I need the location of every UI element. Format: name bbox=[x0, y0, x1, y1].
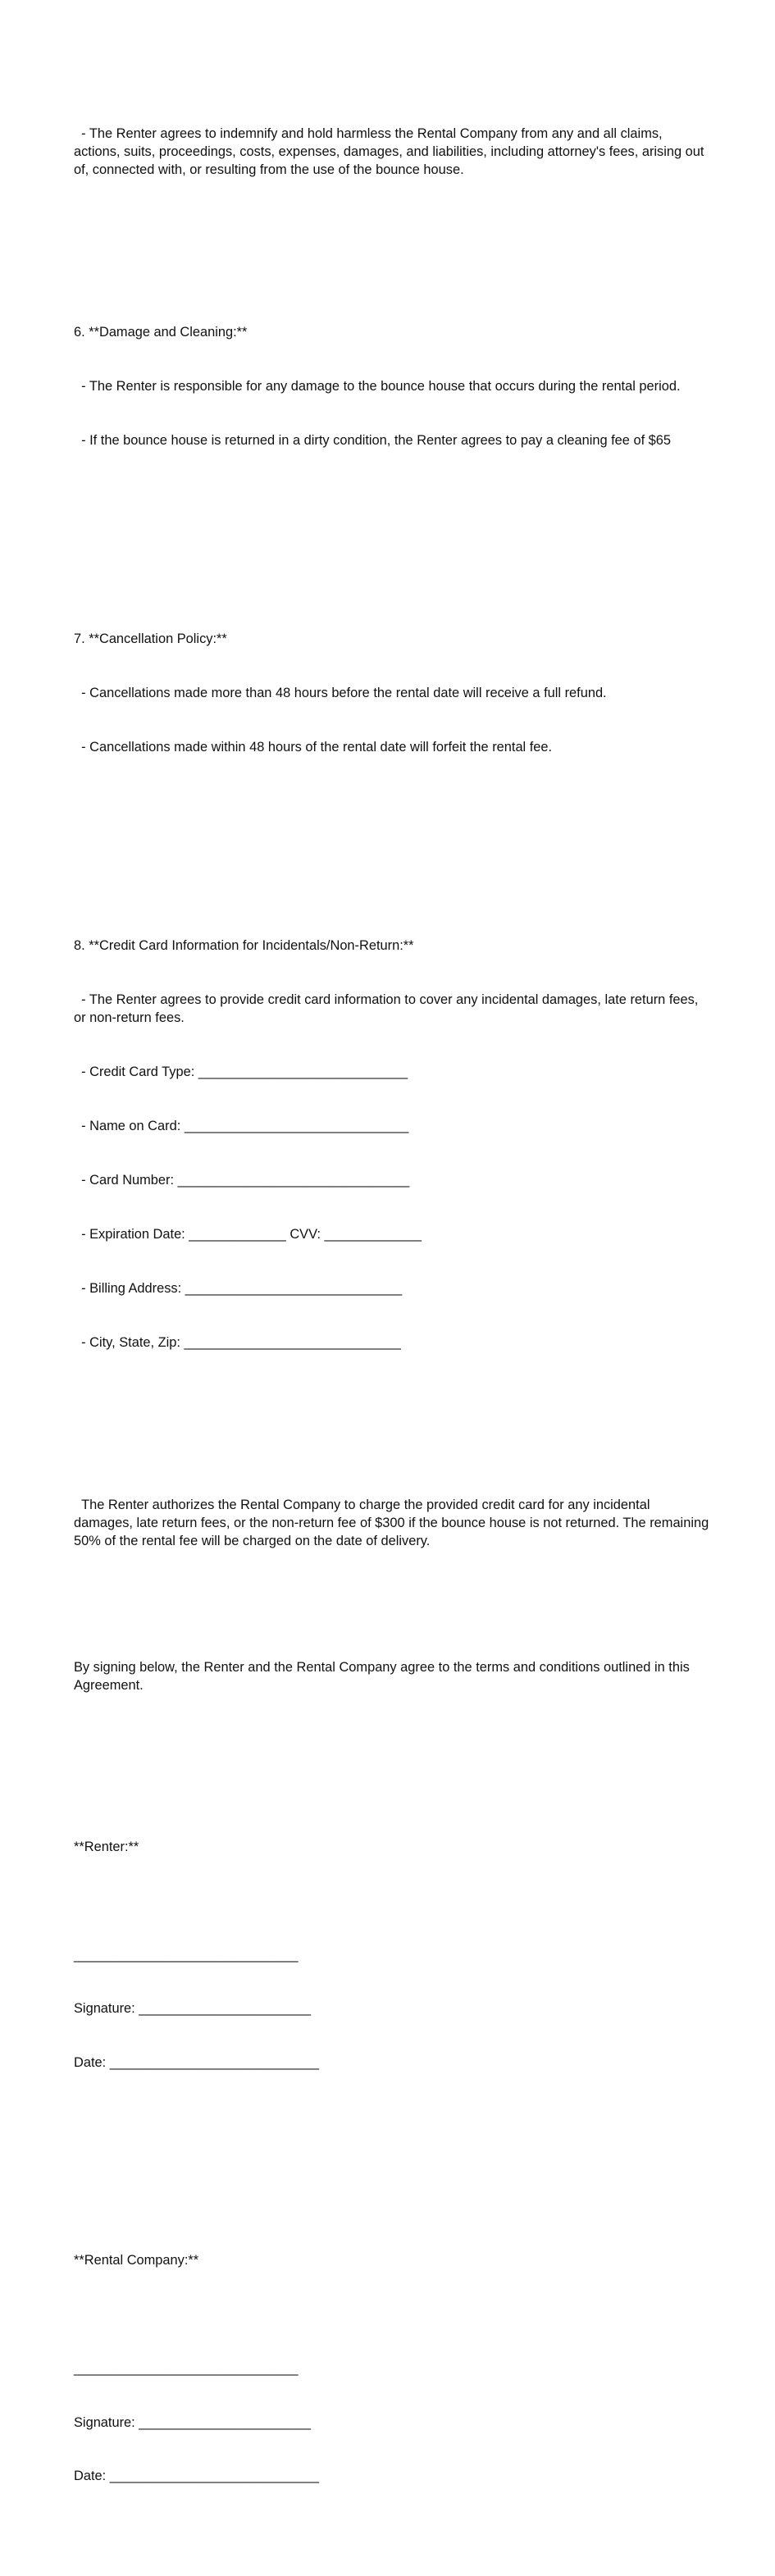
company-signature-block bbox=[74, 2216, 709, 2521]
authorization-paragraph: The Renter authorizes the Rental Company to charge the provided credit card for any incidental damages, late return fees, or the non-return fee of $300 if the bounce house is not returned. The remaining 50% of the rental fee will be charged on the date of delivery. bbox=[74, 1498, 713, 1548]
company-date-line: Date: ____________________________ bbox=[74, 2469, 319, 2484]
section-item: - Cancellations made within 48 hours of the rental date will forfeit the rental fee. bbox=[74, 740, 553, 755]
billing-address-field: - Billing Address: _____________________________ bbox=[74, 1281, 403, 1296]
renter-signature-line: Signature: _______________________ bbox=[74, 2001, 311, 2017]
company-signature-line: Signature: _______________________ bbox=[74, 2414, 311, 2430]
section-item: - Cancellations made more than 48 hours before the rental date will receive a full refund. bbox=[74, 686, 607, 700]
company-heading: **Rental Company:** bbox=[74, 2253, 199, 2268]
section-damage-cleaning bbox=[74, 287, 709, 486]
indemnity-paragraph: - The Renter agrees to indemnify and hold harmless the Rental Company from any and all claims, actions, suits, proceedings, costs, expenses, damages, and liabilities, including attorney's fees, arising out of, connected with, or resulting from the use of the bounce house. bbox=[74, 126, 709, 177]
agreement-paragraph: By signing below, the Renter and the Rental Company agree to the terms and conditions outlined in this Agreement. bbox=[74, 1660, 693, 1693]
section-item: - The Renter is responsible for any damage to the bounce house that occurs during the rental period. bbox=[74, 379, 681, 394]
renter-date-line: Date: ____________________________ bbox=[74, 2054, 319, 2070]
city-state-zip-field: - City, State, Zip: _____________________________ bbox=[74, 1335, 401, 1350]
section-credit-card bbox=[74, 900, 709, 1388]
section-heading: 8. **Credit Card Information for Incidentals/Non-Return:** bbox=[74, 938, 414, 953]
card-number-field: - Card Number: _______________________________ bbox=[74, 1173, 410, 1188]
spacer bbox=[74, 1424, 709, 1442]
spacer bbox=[74, 2144, 709, 2162]
section-item: - If the bounce house is returned in a dirty condition, the Renter agrees to pay a cleaning fee of $65 bbox=[74, 433, 672, 448]
section-intro: - The Renter agrees to provide credit card information to cover any incidental damages, late return fees, or non-return fees. bbox=[74, 992, 702, 1025]
name-on-card-field: - Name on Card: ______________________________ bbox=[74, 1119, 409, 1133]
credit-card-type-field: - Credit Card Type: ____________________________ bbox=[74, 1065, 408, 1079]
section-heading: 6. **Damage and Cleaning:** bbox=[74, 325, 248, 340]
renter-heading: **Renter:** bbox=[74, 1840, 139, 1854]
spacer bbox=[74, 1586, 709, 1604]
company-name-line: ______________________________ bbox=[74, 2360, 299, 2376]
spacer bbox=[74, 1893, 709, 1911]
section-heading: 7. **Cancellation Policy:** bbox=[74, 631, 227, 646]
spacer bbox=[74, 215, 709, 233]
spacer bbox=[74, 2306, 709, 2324]
renter-name-line: ______________________________ bbox=[74, 1947, 299, 1963]
spacer bbox=[74, 522, 709, 540]
section-cancellation-policy bbox=[74, 594, 709, 792]
agreement-body bbox=[74, 71, 713, 2576]
spacer bbox=[74, 828, 709, 846]
renter-signature-block bbox=[74, 1803, 709, 2108]
spacer bbox=[74, 1730, 709, 1748]
expiration-cvv-field: - Expiration Date: _____________ CVV: _____________ bbox=[74, 1227, 422, 1242]
